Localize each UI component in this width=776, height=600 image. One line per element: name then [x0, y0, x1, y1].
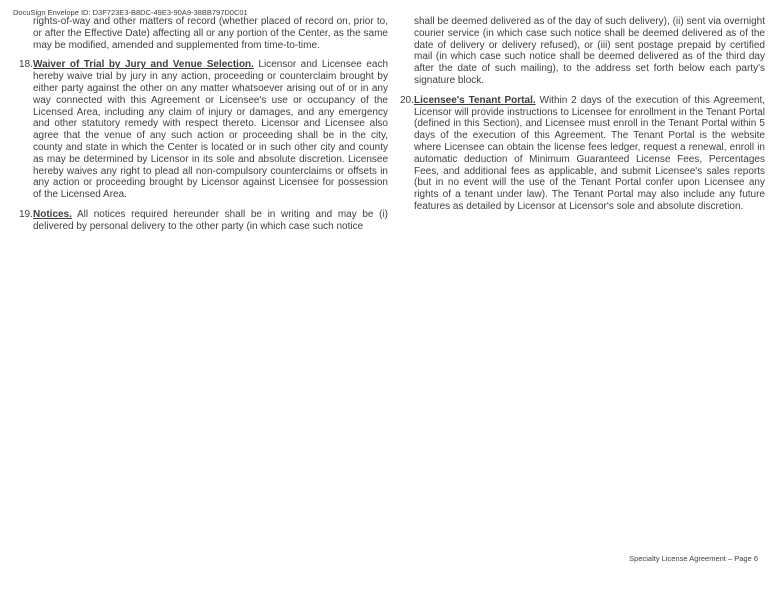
- continuation-paragraph: shall be deemed delivered as of the day of such delivery), (ii) sent via overnight courier service (in which case such notice shall be deemed delivered as of the date of delivery or delivery refused), or (iii) sent postage prepaid by certified mail (in which case such notice shall be deemed delivered as of the third day after the date of such mailing), to the address set forth below each party's signature block.: [414, 16, 765, 86]
- continuation-paragraph: rights-of-way and other matters of record (whether placed of record on, prior to, or after the Effective Date) affecting all or any portion of the Center, as the same may be modified, amended and supplemented from time-to-time.: [33, 16, 388, 51]
- item-body-text: Licensor and Licensee each hereby waive trial by jury in any action, proceeding or counterclaim brought by either party against the other on any matter whatsoever arising out of or in any way connected with this Agreement or Licensee's use or occupancy of the Licensed Area, including any claim of injury or damages, and any emergency and other statutory remedy with respect thereto. Licensor and Licensee also agree that the venue of any such action or proceeding shall be in the city, county and state in which the Center is located or in such other city and county as may be determined by Licensor in its sole and absolute discretion. Licensee hereby waives any right to plead all non-compulsory counterclaims or offsets in any action or proceeding brought by Licensor against Licensee for possession of the Licensed Area.: [33, 59, 389, 201]
- numbered-item-19: [19, 209, 388, 233]
- page-footer: Specialty License Agreement – Page 6: [629, 554, 758, 563]
- item-heading: Waiver of Trial by Jury and Venue Selection.: [33, 59, 254, 71]
- docusign-envelope-id: DocuSign Envelope ID: D3F723E3-B8DC-49E3-90A9-38BB797D0C01: [13, 8, 248, 17]
- item-paragraph: [33, 209, 388, 233]
- right-column: [400, 16, 765, 221]
- item-body-text: All notices required hereunder shall be in writing and may be (i) delivered by personal delivery to the other party (in which case such notice: [33, 208, 388, 232]
- item-number: 20.: [400, 94, 414, 106]
- item-body-text: Within 2 days of the execution of this Agreement, Licensor will provide instructions to Licensee for enrollment in the Tenant Portal (defined in this Section), and Licensee must enroll in the Tenant Portal within 5 days of the execution of this Agreement. The Tenant Portal is the website where Licensee can obtain the license fees ledger, request a renewal, enroll in automatic deduction of Minimum Guaranteed License Fees, Percentages Fees, and additional fees as applicable, and submit Licensee's sales reports (but in no event will the use of the Tenant Portal confer upon Licensee any rights of a tenant under law). The Tenant Portal may also include any future features as detailed by Licensor at Licensor's sole and absolute discretion.: [414, 94, 766, 212]
- item-heading: Licensee's Tenant Portal.: [414, 94, 536, 106]
- numbered-item-18: [19, 59, 388, 201]
- left-column: [19, 16, 388, 241]
- item-number: 19.: [19, 208, 33, 220]
- item-paragraph: [33, 59, 388, 201]
- numbered-item-20: [400, 95, 765, 213]
- item-heading: Notices.: [33, 208, 72, 220]
- item-number: 18.: [19, 59, 33, 71]
- item-paragraph: [414, 95, 765, 213]
